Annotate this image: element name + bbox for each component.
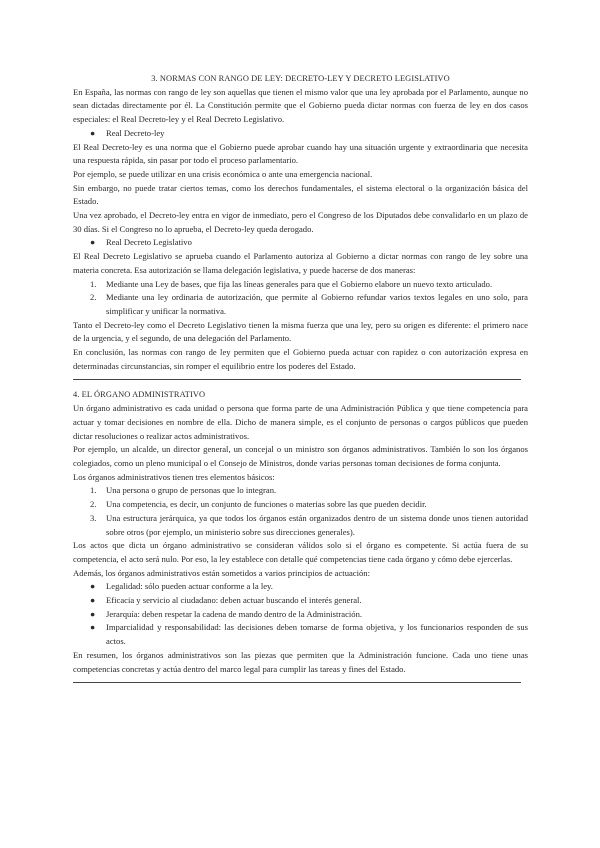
list-text: Mediante una Ley de bases, que fija las líneas generales para que el Gobierno elabore un nuevo texto articulado. xyxy=(106,278,493,289)
section-3-conclusion: En conclusión, las normas con rango de ley permiten que el Gobierno pueda actuar con rapidez o con autorización expresa en determinadas circunstancias, sin romper el equilibrio entre los poderes del Estado. xyxy=(73,347,528,371)
list-text: Imparcialidad y responsabilidad: las decisiones deben tomarse de forma objetiva, y los funcionarios responden de sus actos. xyxy=(106,622,528,647)
list-item xyxy=(73,484,528,498)
decreto-ley-paragraph-1: El Real Decreto-ley es una norma que el Gobierno puede aprobar cuando hay una situación urgente y extraordinaria que necesita una respuesta rápida, sin pasar por todo el proceso parlamentario. xyxy=(73,141,528,166)
list-item xyxy=(73,580,528,594)
list-number: 3. xyxy=(90,512,97,523)
list-item xyxy=(73,278,528,292)
list-text: Jerarquía: deben respetar la cadena de mando dentro de la Administración. xyxy=(106,608,363,619)
section-divider xyxy=(73,682,521,683)
decreto-ley-paragraph-3: Sin embargo, no puede tratar ciertos temas, como los derechos fundamentales, el sistema electoral o la organización básica del Estado. xyxy=(73,182,528,207)
section-4-paragraph-3: Los órganos administrativos tienen tres elementos básicos: xyxy=(73,471,275,482)
bullet-label: Real Decreto Legislativo xyxy=(106,237,192,248)
list-item xyxy=(73,291,528,318)
decreto-legislativo-paragraph-1: El Real Decreto Legislativo se aprueba cuando el Parlamento autoriza al Gobierno a dictar normas con rango de ley sobre una materia concreta. Esa autorización se llama delegación legislativa, y puede hacerse de dos maneras: xyxy=(73,251,528,275)
list-text: Eficacia y servicio al ciudadano: deben actuar buscando el interés general. xyxy=(106,595,362,606)
bullet-decreto-legislativo xyxy=(73,236,528,250)
bullet-dot-icon: ● xyxy=(90,608,96,619)
list-number: 1. xyxy=(90,485,97,496)
section-4-paragraph-4: Los actos que dicta un órgano administrativo se consideran válidos solo si el órgano es competente. Si actúa fuera de su competencia, el acto será nulo. Por eso, la ley establece con detalle qué competencias tiene cada órgano y cómo debe ejercerlas. xyxy=(73,540,528,564)
list-item xyxy=(73,498,528,512)
list-text: Mediante una ley ordinaria de autorización, que permite al Gobierno refundar varios textos legales en uno solo, para simplificar y unificar la normativa. xyxy=(106,292,528,316)
bullet-dot-icon: ● xyxy=(90,237,96,248)
section-4-paragraph-2: Por ejemplo, un alcalde, un director general, un concejal o un ministro son órganos administrativos. También lo son los órganos colegiados, como un pleno municipal o el Consejo de Ministros, donde varias personas toman decisiones de forma conjunta. xyxy=(73,444,528,468)
comparison-paragraph: Tanto el Decreto-ley como el Decreto Legislativo tienen la misma fuerza que una ley, pero su origen es diferente: el primero nace de la urgencia, y el segundo, de una delegación del Parlamento. xyxy=(73,319,528,344)
bullet-dot-icon: ● xyxy=(90,622,96,633)
bullet-dot-icon: ● xyxy=(90,595,96,606)
list-number: 1. xyxy=(90,278,97,289)
section-4-paragraph-5: Además, los órganos administrativos están sometidos a varios principios de actuación: xyxy=(73,567,370,578)
list-text: Una estructura jerárquica, ya que todos los órganos están organizados dentro de un sistema donde unos tienen autoridad sobre otros (por ejemplo, un ministerio sobre sus direcciones generales). xyxy=(106,512,528,537)
section-4-paragraph-1: Un órgano administrativo es cada unidad o persona que forma parte de una Administración Pública y que tiene competencia para actuar y tomar decisiones en nombre de ella. Dicho de manera simple, es el conjunto de personas o cargos públicos que pueden dictar resoluciones o realizar actos administrativos. xyxy=(73,403,528,441)
section-3-intro: En España, las normas con rango de ley son aquellas que tienen el mismo valor que una ley aprobada por el Parlamento, aunque no sean dictadas directamente por él. La Constitución permite que el Gobierno pueda dictar normas con fuerza de ley en dos casos especiales: el Real Decreto-ley y el Real Decreto Legislativo. xyxy=(73,86,528,125)
bullet-label: Real Decreto-ley xyxy=(106,127,165,138)
list-item xyxy=(73,594,528,608)
decreto-ley-paragraph-4: Una vez aprobado, el Decreto-ley entra en vigor de inmediato, pero el Congreso de los Diputados debe convalidarlo en un plazo de 30 días. Si el Congreso no lo aprueba, el Decreto-ley queda derogado. xyxy=(73,210,528,234)
section-divider xyxy=(73,379,521,380)
decreto-ley-paragraph-2: Por ejemplo, se puede utilizar en una crisis económica o ante una emergencia nacional. xyxy=(73,168,373,179)
document-page xyxy=(73,72,528,691)
principles-list xyxy=(73,580,528,649)
section-3-heading: 3. NORMAS CON RANGO DE LEY: DECRETO-LEY Y DECRETO LEGISLATIVO xyxy=(151,74,450,83)
list-number: 2. xyxy=(90,499,97,510)
list-item xyxy=(73,512,528,539)
section-4-heading: 4. EL ÓRGANO ADMINISTRATIVO xyxy=(73,390,206,400)
list-item xyxy=(73,608,528,622)
list-text: Una persona o grupo de personas que lo integran. xyxy=(106,485,277,496)
bullet-decreto-ley xyxy=(73,127,528,141)
list-text: Una competencia, es decir, un conjunto de funciones o materias sobre las que pueden decidir. xyxy=(106,499,427,510)
list-item xyxy=(73,621,528,648)
list-number: 2. xyxy=(90,292,97,303)
bullet-dot-icon: ● xyxy=(90,127,96,138)
section-4-summary: En resumen, los órganos administrativos son las piezas que permiten que la Administración funcione. Cada uno tiene unas competencias concretas y actúa dentro del marco legal para cumplir las tareas y fines del Estado. xyxy=(73,649,528,674)
list-text: Legalidad: sólo pueden actuar conforme a la ley. xyxy=(106,581,273,592)
bullet-dot-icon: ● xyxy=(90,581,96,592)
